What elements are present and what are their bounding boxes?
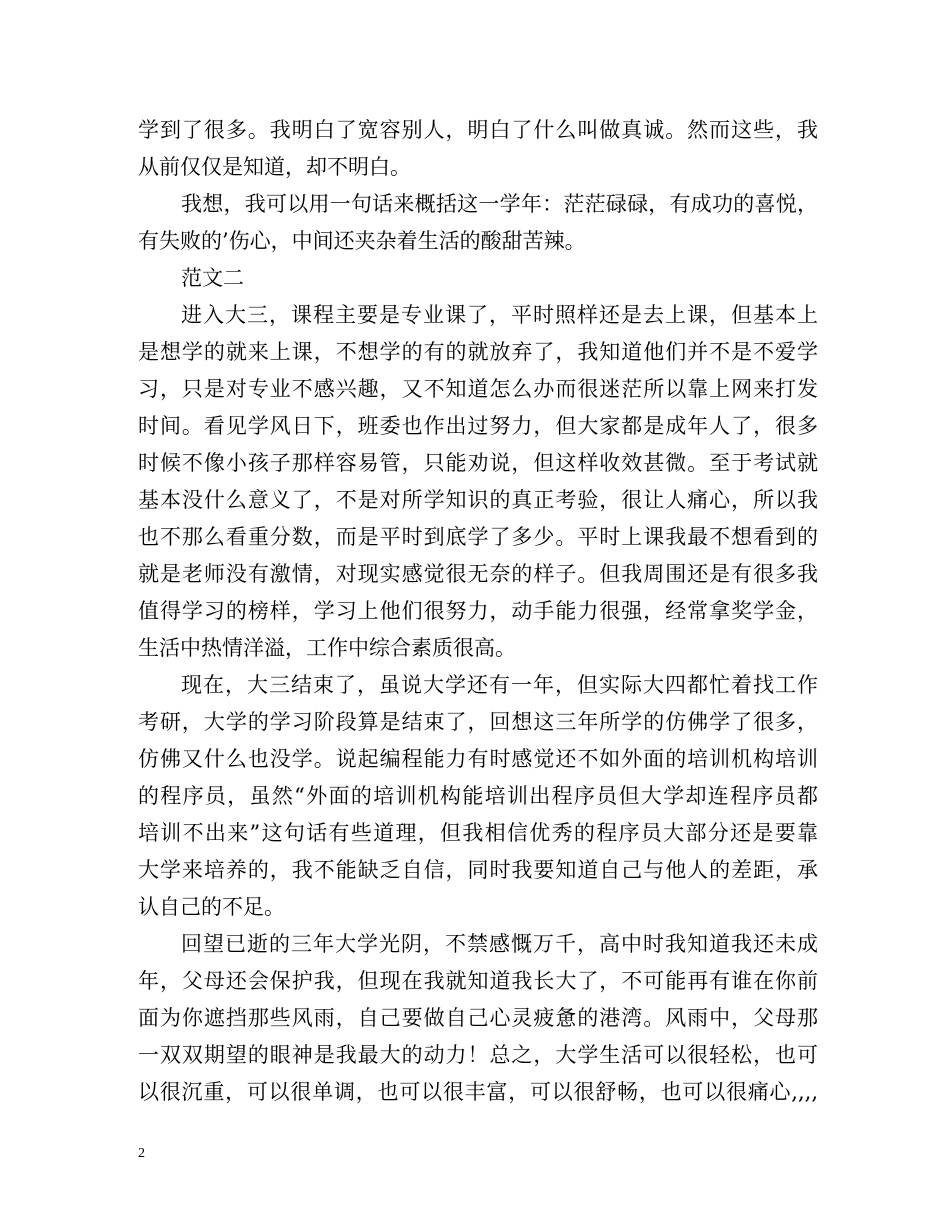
text-line: 就是老师没有激情，对现实感觉很无奈的样子。但我周围还是有很多我 bbox=[138, 562, 818, 586]
text-line: 基本没什么意义了，不是对所学知识的真正考验，很让人痛心，所以我 bbox=[138, 488, 818, 512]
text-line: 生活中热情洋溢，工作中综合素质很高。 bbox=[138, 636, 516, 660]
text-line: 范文二 bbox=[181, 266, 244, 290]
text-line: 年，父母还会保护我，但现在我就知道我长大了，不可能再有谁在你前 bbox=[138, 969, 818, 993]
text-line: 有失败的’伤心，中间还夹杂着生活的酸甜苦辣。 bbox=[138, 229, 586, 253]
text-line: 时候不像小孩子那样容易管，只能劝说，但这样收效甚微。至于考试就 bbox=[138, 451, 818, 475]
text-line: 也不那么看重分数，而是平时到底学了多少。平时上课我最不想看到的 bbox=[138, 525, 818, 549]
page-number: 2 bbox=[138, 1146, 145, 1161]
text-line: 仿佛又什么也没学。说起编程能力有时感觉还不如外面的培训机构培训 bbox=[138, 747, 818, 771]
text-line: 一双双期望的眼神是我最大的动力！总之，大学生活可以很轻松，也可 bbox=[138, 1043, 818, 1067]
text-line: 的程序员，虽然“外面的培训机构能培训出程序员但大学却连程序员都 bbox=[138, 784, 818, 808]
text-line: 面为你遮挡那些风雨，自己要做自己心灵疲惫的港湾。风雨中，父母那 bbox=[138, 1006, 818, 1030]
text-line: 我想，我可以用一句话来概括这一学年：茫茫碌碌，有成功的喜悦， bbox=[181, 192, 818, 216]
text-line: 以很沉重，可以很单调，也可以很丰富，可以很舒畅，也可以很痛心,,,, bbox=[138, 1080, 818, 1104]
text-line: 现在，大三结束了，虽说大学还有一年，但实际大四都忙着找工作 bbox=[181, 673, 818, 697]
text-line: 从前仅仅是知道，却不明白。 bbox=[138, 155, 411, 179]
text-line: 是想学的就来上课，不想学的有的就放弃了，我知道他们并不是不爱学 bbox=[138, 340, 818, 364]
text-line: 培训不出来”这句话有些道理，但我相信优秀的程序员大部分还是要靠 bbox=[138, 821, 818, 845]
text-line: 考研，大学的学习阶段算是结束了，回想这三年所学的仿佛学了很多， bbox=[138, 710, 818, 734]
text-line: 时间。看见学风日下，班委也作出过努力，但大家都是成年人了，很多 bbox=[138, 414, 818, 438]
text-line: 值得学习的榜样，学习上他们很努力，动手能力很强，经常拿奖学金， bbox=[138, 599, 818, 623]
text-line: 学到了很多。我明白了宽容别人，明白了什么叫做真诚。然而这些，我 bbox=[138, 118, 818, 142]
text-line: 认自己的不足。 bbox=[138, 895, 285, 919]
text-line: 习，只是对专业不感兴趣，又不知道怎么办而很迷茫所以靠上网来打发 bbox=[138, 377, 818, 401]
text-line: 大学来培养的，我不能缺乏自信，同时我要知道自己与他人的差距，承 bbox=[138, 858, 818, 882]
text-line: 回望已逝的三年大学光阴，不禁感慨万千，高中时我知道我还未成 bbox=[181, 932, 818, 956]
text-line: 进入大三，课程主要是专业课了，平时照样还是去上课，但基本上 bbox=[181, 303, 818, 327]
body-text bbox=[138, 112, 818, 1111]
